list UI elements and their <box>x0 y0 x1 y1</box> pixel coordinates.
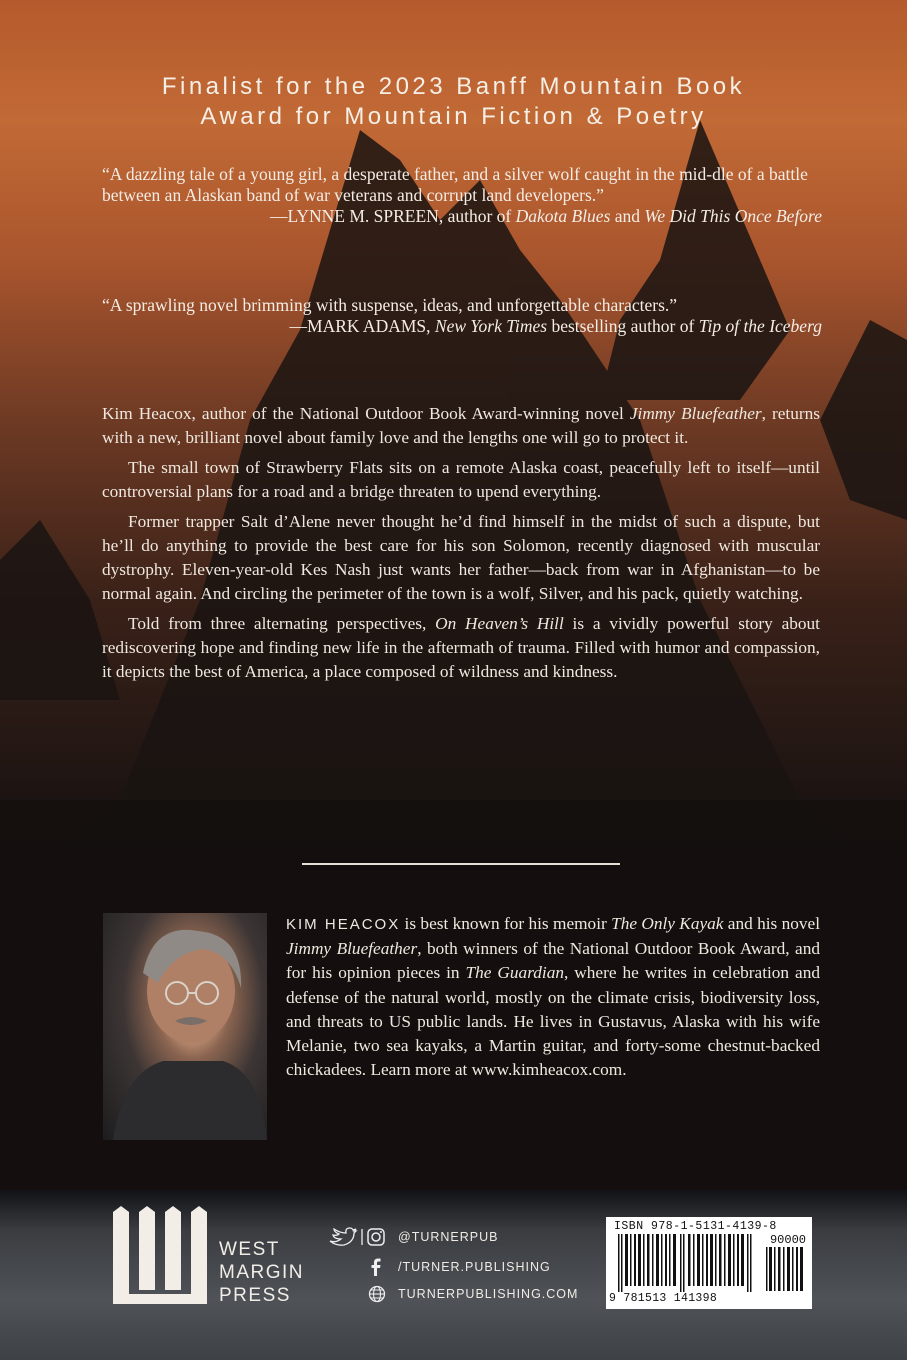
blurb-adams-text: “A sprawling novel brimming with suspense, ideas, and unforgettable characters.” <box>102 295 678 315</box>
ean-number: 9 781513 141398 <box>609 1292 718 1305</box>
award-line-1: Finalist for the 2023 Banff Mountain Book <box>161 73 746 100</box>
globe-icon <box>328 1284 398 1304</box>
book-description <box>102 402 820 690</box>
author-bio <box>286 912 820 1082</box>
description-text: Kim Heacox, author of the National Outdoor Book Award-winning novel <box>102 404 630 423</box>
facebook-handle: /TURNER.PUBLISHING <box>398 1260 551 1274</box>
addon-barcode-bars <box>766 1247 806 1291</box>
bio-text: and his novel <box>723 914 821 933</box>
attribution-prefix: —LYNNE M. SPREEN, author of <box>269 206 516 226</box>
book-title: Jimmy Bluefeather <box>286 939 418 959</box>
description-text: , returns with a new, brilliant novel about family love and the lengths one will go to protect it. <box>102 404 820 447</box>
description-paragraph-3: Former trapper Salt d’Alene never thought he’d find himself in the midst of such a dispute, but he’ll do anything to provide the best care for his son Solomon, recently diagnosed with muscular dystrophy. Eleven-year-old Kes Nash just wants her father—back from war in Afghanistan—to be normal again. And circling the perimeter of the town is a wolf, Silver, and his pack, quietly watching. <box>102 512 820 603</box>
book-title: We Did This Once Before <box>644 206 822 226</box>
twitter-icon <box>328 1227 390 1247</box>
award-line-2: Award for Mountain Fiction & Poetry <box>200 103 707 130</box>
author-name: KIM HEACOX <box>286 916 401 933</box>
author-photo <box>103 913 267 1140</box>
social-row-website <box>328 1284 578 1304</box>
attribution-joiner: and <box>610 206 645 226</box>
bio-text: is best known for his memoir <box>400 914 612 933</box>
blurb-adams <box>102 295 822 337</box>
description-paragraph-1 <box>102 402 820 450</box>
blurb-spreen-attribution <box>102 206 822 227</box>
globe-glyph-icon <box>328 1284 390 1304</box>
author-portrait-illustration <box>103 913 267 1140</box>
isbn-number: ISBN 978-1-5131-4139-8 <box>614 1220 777 1233</box>
book-title: The Only Kayak <box>611 914 724 933</box>
description-text: is a vividly powerful story about rediscovering hope and finding new life in the aftermath of trauma. Filled with humor and compassion, it depicts the best of America, a place composed of wildness and kindness. <box>102 614 820 681</box>
west-margin-press-logo-icon <box>113 1206 209 1304</box>
blurb-spreen <box>102 164 822 227</box>
website-url: TURNERPUBLISHING.COM <box>398 1287 579 1301</box>
book-title: On Heaven’s Hill <box>435 614 564 633</box>
blurb-adams-attribution <box>102 316 822 337</box>
description-text: Told from three alternating perspectives, <box>128 614 436 633</box>
section-divider <box>302 863 620 865</box>
twitter-instagram-icons <box>328 1227 398 1247</box>
book-title: Jimmy Bluefeather <box>629 404 762 423</box>
bio-text: , both winners of the National Outdoor Book Award, and for his opinion pieces in <box>286 939 820 983</box>
publisher-line-3: PRESS <box>219 1285 291 1306</box>
description-paragraph-4 <box>102 612 820 684</box>
publication-name: The Guardian <box>465 963 564 983</box>
description-paragraph-2: The small town of Strawberry Flats sits on a remote Alaska coast, peacefully left to itself—until controversial plans for a road and a bridge threaten to upend everything. <box>102 458 820 501</box>
twitter-handle: @TURNERPUB <box>398 1230 499 1244</box>
book-title: Tip of the Iceberg <box>698 316 822 336</box>
social-row-handle <box>328 1227 498 1247</box>
blurb-spreen-text: “A dazzling tale of a young girl, a desperate father, and a silver wolf caught in the mid-dle of a battle between an Alaskan band of war veterans and corrupt land developers.” <box>102 164 808 205</box>
bio-text: , where he writes in celebration and defense of the natural world, mostly on the climate crisis, biodiversity loss, and threats to US public lands. He lives in Gustavus, Alaska with his wife Melanie, two sea kayaks, a Martin guitar, and forty-some chestnut-backed chickadees. Learn more at www.kimheacox.com. <box>286 963 820 1080</box>
attribution-prefix: —MARK ADAMS, <box>289 316 435 336</box>
book-title: Dakota Blues <box>515 206 611 226</box>
award-headline <box>60 72 847 132</box>
publisher-name <box>219 1238 304 1307</box>
facebook-icon <box>328 1257 398 1277</box>
social-row-facebook <box>328 1257 551 1277</box>
publisher-line-1: WEST <box>219 1239 280 1260</box>
isbn-barcode <box>606 1217 812 1309</box>
facebook-glyph-icon <box>328 1257 390 1277</box>
ean-barcode-bars <box>614 1234 762 1292</box>
publication-name: New York Times <box>434 316 548 336</box>
publisher-line-2: MARGIN <box>219 1262 304 1283</box>
price-code: 90000 <box>769 1233 806 1247</box>
attribution-middle: bestselling author of <box>547 316 699 336</box>
